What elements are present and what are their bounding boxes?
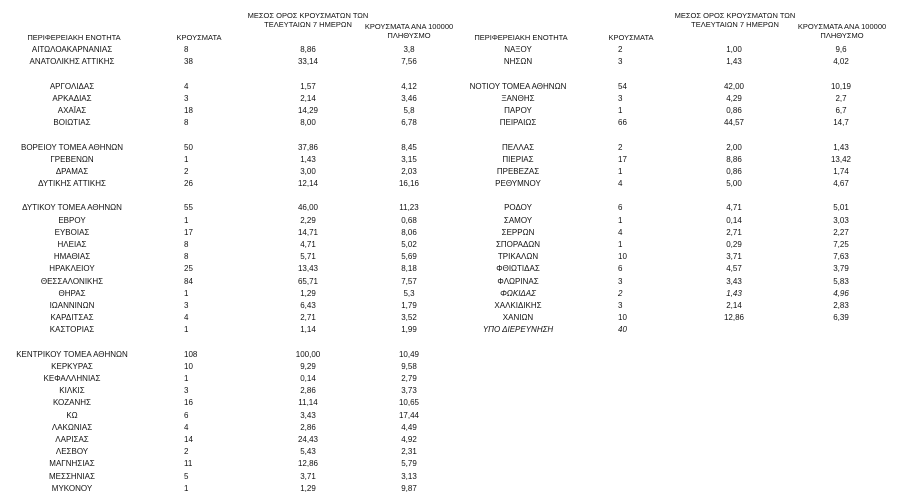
average-cell: 5,43 — [300, 447, 316, 457]
region-cell: ΦΘΙΩΤΙΔΑΣ — [496, 264, 540, 274]
region-cell: ΘΗΡΑΣ — [58, 288, 86, 298]
per-100k-cell: 4,12 — [401, 81, 417, 91]
cases-cell: 3 — [618, 93, 623, 103]
region-cell: ΑΝΑΤΟΛΙΚΗΣ ΑΤΤΙΚΗΣ — [29, 57, 115, 67]
region-cell: ΝΗΣΩΝ — [503, 57, 533, 67]
region-cell: ΗΛΕΙΑΣ — [57, 240, 87, 249]
cases-cell: 54 — [618, 81, 627, 91]
per-100k-cell: 7,56 — [401, 57, 417, 67]
cases-cell: 6 — [618, 264, 623, 274]
cases-cell: 4 — [184, 422, 189, 432]
region-cell: ΑΡΚΑΔΙΑΣ — [52, 93, 92, 103]
cases-cell: 4 — [184, 313, 189, 323]
average-cell: 2,86 — [300, 386, 316, 396]
average-cell: 1,57 — [300, 81, 316, 91]
header-region: ΠΕΡΙΦΕΡΕΙΑΚΗ ΕΝΟΤΗΤΑ — [474, 33, 568, 42]
region-cell: ΑΙΤΩΛΟΑΚΑΡΝΑΝΙΑΣ — [31, 45, 113, 54]
per-100k-cell: 1,99 — [401, 325, 417, 335]
cases-cell: 1 — [184, 374, 189, 384]
average-cell: 0,29 — [726, 240, 742, 249]
average-cell: 12,86 — [723, 313, 745, 323]
region-cell: ΠΡΕΒΕΖΑΣ — [496, 166, 540, 176]
region-cell: ΔΥΤΙΚΗΣ ΑΤΤΙΚΗΣ — [38, 179, 106, 189]
region-cell: ΠΕΙΡΑΙΩΣ — [499, 118, 537, 128]
per-100k-cell: 5,3 — [403, 288, 415, 298]
region-cell: ΣΑΜΟΥ — [503, 215, 533, 225]
cases-cell: 55 — [184, 203, 193, 213]
region-cell: ΑΡΓΟΛΙΔΑΣ — [49, 81, 95, 91]
per-100k-cell: 5,69 — [401, 252, 417, 262]
per-100k-cell: 1,79 — [401, 300, 417, 310]
region-cell: ΣΠΟΡΑΔΩΝ — [495, 240, 541, 249]
per-100k-cell: 6,78 — [401, 118, 417, 128]
cases-cell: 1 — [184, 154, 189, 164]
per-100k-cell: 4,67 — [833, 179, 849, 189]
average-cell: 42,00 — [723, 81, 745, 91]
average-cell: 1,14 — [300, 325, 316, 335]
region-cell: ΜΑΓΝΗΣΙΑΣ — [49, 459, 95, 469]
region-cell: ΡΕΘΥΜΝΟΥ — [495, 179, 541, 189]
average-cell: 14,71 — [297, 227, 319, 237]
average-cell: 8,00 — [300, 118, 316, 128]
region-cell: ΛΑΡΙΣΑΣ — [55, 435, 89, 444]
per-100k-cell: 3,79 — [833, 264, 849, 274]
per-100k-cell: 5,8 — [403, 105, 415, 115]
region-cell: ΚΕΝΤΡΙΚΟΥ ΤΟΜΕΑ ΑΘΗΝΩΝ — [16, 349, 128, 359]
average-cell: 2,71 — [300, 313, 316, 323]
per-100k-cell: 4,96 — [833, 288, 849, 298]
cases-cell: 1 — [618, 240, 623, 249]
cases-cell: 1 — [184, 288, 189, 298]
per-100k-cell: 17,44 — [398, 410, 420, 420]
per-100k-cell: 6,7 — [835, 105, 847, 115]
per-100k-cell: 8,06 — [401, 227, 417, 237]
region-cell: ΕΒΡΟΥ — [58, 215, 86, 225]
region-cell: ΠΕΛΛΑΣ — [501, 142, 535, 152]
average-cell: 100,00 — [295, 349, 321, 359]
cases-cell: 2 — [618, 142, 623, 152]
average-cell: 4,71 — [300, 240, 316, 249]
average-cell: 11,14 — [298, 398, 318, 408]
region-cell: ΜΕΣΣΗΝΙΑΣ — [49, 471, 95, 481]
per-100k-cell: 3,73 — [401, 386, 417, 396]
header-7day-average: ΜΕΣΟΣ ΟΡΟΣ ΚΡΟΥΣΜΑΤΩΝ ΤΩΝ ΤΕΛΕΥΤΑΙΩΝ 7 ΗΜΕΡΩΝ — [674, 11, 796, 29]
region-cell: ΒΟΙΩΤΙΑΣ — [53, 118, 91, 128]
region-cell: ΒΟΡΕΙΟΥ ΤΟΜΕΑ ΑΘΗΝΩΝ — [20, 142, 124, 152]
region-cell: ΥΠΟ ΔΙΕΡΕΥΝΗΣΗ — [482, 325, 554, 335]
region-cell: ΧΑΝΙΩΝ — [502, 313, 534, 323]
per-100k-cell: 16,16 — [398, 179, 420, 189]
per-100k-cell: 10,65 — [398, 398, 420, 408]
per-100k-cell: 3,15 — [401, 154, 417, 164]
per-100k-cell: 5,79 — [401, 459, 417, 469]
average-cell: 8,86 — [300, 45, 316, 54]
region-cell: ΚΑΣΤΟΡΙΑΣ — [49, 325, 95, 335]
header-region: ΠΕΡΙΦΕΡΕΙΑΚΗ ΕΝΟΤΗΤΑ — [27, 33, 121, 42]
per-100k-cell: 4,92 — [401, 435, 417, 444]
region-cell: ΔΡΑΜΑΣ — [55, 166, 89, 176]
region-cell: ΠΑΡΟΥ — [504, 105, 532, 115]
per-100k-cell: 8,18 — [401, 264, 417, 274]
cases-cell: 8 — [184, 118, 189, 128]
per-100k-cell: 3,03 — [833, 215, 849, 225]
region-cell: ΡΟΔΟΥ — [504, 203, 532, 213]
cases-cell: 17 — [184, 227, 193, 237]
average-cell: 0,86 — [726, 166, 742, 176]
cases-cell: 16 — [184, 398, 193, 408]
region-cell: ΕΥΒΟΙΑΣ — [54, 227, 90, 237]
cases-cell: 3 — [184, 93, 189, 103]
per-100k-cell: 10,49 — [398, 349, 420, 359]
per-100k-cell: 10,19 — [830, 81, 852, 91]
cases-cell: 10 — [184, 361, 193, 371]
average-cell: 37,86 — [297, 142, 319, 152]
per-100k-cell: 3,13 — [401, 471, 417, 481]
average-cell: 3,00 — [300, 166, 316, 176]
cases-cell: 4 — [618, 227, 623, 237]
average-cell: 5,00 — [726, 179, 742, 189]
per-100k-cell: 13,42 — [830, 154, 852, 164]
region-cell: ΑΧΑΪΑΣ — [57, 105, 87, 115]
average-cell: 0,14 — [300, 374, 316, 384]
cases-cell: 4 — [184, 81, 189, 91]
region-cell: ΦΩΚΙΔΑΣ — [500, 288, 536, 298]
cases-cell: 6 — [618, 203, 623, 213]
average-cell: 13,43 — [297, 264, 319, 274]
per-100k-cell: 8,45 — [401, 142, 417, 152]
average-cell: 65,71 — [297, 276, 319, 286]
cases-cell: 3 — [618, 276, 623, 286]
cases-cell: 40 — [618, 325, 627, 335]
cases-cell: 3 — [184, 300, 189, 310]
region-cell: ΝΑΞΟΥ — [504, 45, 532, 54]
region-cell: ΤΡΙΚΑΛΩΝ — [497, 252, 539, 262]
per-100k-cell: 2,31 — [401, 447, 417, 457]
cases-cell: 84 — [184, 276, 193, 286]
per-100k-cell: 4,02 — [833, 57, 849, 67]
region-cell: ΚΑΡΔΙΤΣΑΣ — [50, 313, 94, 323]
cases-cell: 2 — [184, 166, 189, 176]
header-cases: ΚΡΟΥΣΜΑΤΑ — [608, 33, 654, 42]
region-cell: ΙΩΑΝΝΙΝΩΝ — [49, 300, 95, 310]
region-cell: ΠΙΕΡΙΑΣ — [502, 154, 534, 164]
average-cell: 1,43 — [300, 154, 316, 164]
average-cell: 1,43 — [726, 288, 742, 298]
average-cell: 5,71 — [300, 252, 316, 262]
per-100k-cell: 5,83 — [833, 276, 849, 286]
header-cases: ΚΡΟΥΣΜΑΤΑ — [176, 33, 222, 42]
cases-cell: 14 — [184, 435, 193, 444]
average-cell: 4,29 — [726, 93, 742, 103]
cases-cell: 10 — [618, 313, 627, 323]
region-cell: ΘΕΣΣΑΛΟΝΙΚΗΣ — [40, 276, 104, 286]
header-cases-per-100k: ΚΡΟΥΣΜΑΤΑ ΑΝΑ 100000 ΠΛΗΘΥΣΜΟ — [364, 22, 454, 40]
cases-cell: 1 — [184, 325, 189, 335]
average-cell: 2,14 — [726, 300, 742, 310]
cases-cell: 8 — [184, 45, 189, 54]
average-cell: 2,00 — [726, 142, 742, 152]
average-cell: 3,71 — [300, 471, 316, 481]
region-cell: ΚΟΖΑΝΗΣ — [52, 398, 92, 408]
cases-cell: 2 — [184, 447, 189, 457]
per-100k-cell: 5,01 — [833, 203, 849, 213]
cases-cell: 11 — [184, 459, 193, 469]
region-cell: ΗΜΑΘΙΑΣ — [53, 252, 91, 262]
region-cell: ΞΑΝΘΗΣ — [501, 93, 535, 103]
per-100k-cell: 9,87 — [401, 483, 417, 493]
region-cell: ΛΕΣΒΟΥ — [55, 447, 89, 457]
average-cell: 2,14 — [300, 93, 316, 103]
per-100k-cell: 2,7 — [835, 93, 847, 103]
average-cell: 1,29 — [300, 483, 316, 493]
region-cell: ΝΟΤΙΟΥ ΤΟΜΕΑ ΑΘΗΝΩΝ — [469, 81, 567, 91]
per-100k-cell: 1,43 — [833, 142, 849, 152]
cases-cell: 8 — [184, 252, 189, 262]
average-cell: 8,86 — [726, 154, 742, 164]
cases-cell: 50 — [184, 142, 193, 152]
average-cell: 2,86 — [300, 422, 316, 432]
average-cell: 24,43 — [297, 435, 319, 444]
per-100k-cell: 2,79 — [401, 374, 417, 384]
region-cell: ΧΑΛΚΙΔΙΚΗΣ — [494, 300, 542, 310]
average-cell: 14,29 — [297, 105, 319, 115]
cases-cell: 108 — [184, 349, 198, 359]
average-cell: 4,57 — [726, 264, 742, 274]
region-cell: ΗΡΑΚΛΕΙΟΥ — [49, 264, 95, 274]
cases-cell: 26 — [184, 179, 193, 189]
cases-cell: 1 — [618, 215, 623, 225]
average-cell: 12,86 — [297, 459, 319, 469]
region-cell: ΛΑΚΩΝΙΑΣ — [51, 422, 93, 432]
cases-cell: 3 — [618, 57, 623, 67]
region-cell: ΜΥΚΟΝΟΥ — [51, 483, 93, 493]
average-cell: 46,00 — [297, 203, 319, 213]
average-cell: 0,86 — [726, 105, 742, 115]
per-100k-cell: 6,39 — [833, 313, 849, 323]
cases-cell: 1 — [618, 105, 623, 115]
average-cell: 3,71 — [726, 252, 742, 262]
average-cell: 33,14 — [297, 57, 319, 67]
region-cell: ΓΡΕΒΕΝΩΝ — [50, 154, 94, 164]
average-cell: 1,29 — [300, 288, 316, 298]
per-100k-cell: 7,57 — [401, 276, 417, 286]
cases-cell: 3 — [184, 386, 189, 396]
cases-cell: 2 — [618, 288, 623, 298]
average-cell: 2,29 — [300, 215, 316, 225]
average-cell: 3,43 — [726, 276, 742, 286]
per-100k-cell: 3,52 — [401, 313, 417, 323]
per-100k-cell: 2,83 — [833, 300, 849, 310]
cases-cell: 10 — [618, 252, 627, 262]
average-cell: 3,43 — [300, 410, 316, 420]
cases-cell: 6 — [184, 410, 189, 420]
per-100k-cell: 14,7 — [833, 118, 849, 128]
average-cell: 44,57 — [723, 118, 745, 128]
average-cell: 0,14 — [726, 215, 742, 225]
per-100k-cell: 9,6 — [835, 45, 847, 54]
average-cell: 4,71 — [726, 203, 742, 213]
cases-cell: 4 — [618, 179, 623, 189]
per-100k-cell: 5,02 — [401, 240, 417, 249]
cases-cell: 17 — [618, 154, 627, 164]
average-cell: 9,29 — [300, 361, 316, 371]
per-100k-cell: 4,49 — [401, 422, 417, 432]
cases-cell: 2 — [618, 45, 623, 54]
per-100k-cell: 3,8 — [403, 45, 415, 54]
region-cell: ΚΕΡΚΥΡΑΣ — [51, 361, 93, 371]
cases-cell: 5 — [184, 471, 189, 481]
per-100k-cell: 11,23 — [399, 203, 419, 213]
average-cell: 1,43 — [726, 57, 742, 67]
header-7day-average: ΜΕΣΟΣ ΟΡΟΣ ΚΡΟΥΣΜΑΤΩΝ ΤΩΝ ΤΕΛΕΥΤΑΙΩΝ 7 ΗΜΕΡΩΝ — [247, 11, 369, 29]
per-100k-cell: 3,46 — [401, 93, 417, 103]
per-100k-cell: 7,63 — [833, 252, 849, 262]
region-cell: ΚΕΦΑΛΛΗΝΙΑΣ — [43, 374, 101, 384]
average-cell: 12,14 — [297, 179, 319, 189]
header-cases-per-100k: ΚΡΟΥΣΜΑΤΑ ΑΝΑ 100000 ΠΛΗΘΥΣΜΟ — [797, 22, 887, 40]
average-cell: 6,43 — [300, 300, 316, 310]
per-100k-cell: 2,03 — [401, 166, 417, 176]
region-cell: ΚΩ — [66, 410, 78, 420]
region-cell: ΣΕΡΡΩΝ — [501, 227, 535, 237]
region-cell: ΚΙΛΚΙΣ — [59, 386, 85, 396]
cases-cell: 1 — [184, 483, 189, 493]
cases-cell: 1 — [184, 215, 189, 225]
cases-cell: 8 — [184, 240, 189, 249]
per-100k-cell: 1,74 — [833, 166, 849, 176]
per-100k-cell: 2,27 — [833, 227, 849, 237]
cases-cell: 25 — [184, 264, 193, 274]
cases-cell: 38 — [184, 57, 193, 67]
cases-cell: 3 — [618, 300, 623, 310]
per-100k-cell: 9,58 — [401, 361, 417, 371]
per-100k-cell: 7,25 — [833, 240, 849, 249]
average-cell: 1,00 — [726, 45, 742, 54]
region-cell: ΔΥΤΙΚΟΥ ΤΟΜΕΑ ΑΘΗΝΩΝ — [22, 203, 122, 213]
average-cell: 2,71 — [726, 227, 742, 237]
region-cell: ΦΛΩΡΙΝΑΣ — [497, 276, 539, 286]
per-100k-cell: 0,68 — [401, 215, 417, 225]
cases-cell: 66 — [618, 118, 627, 128]
cases-cell: 1 — [618, 166, 623, 176]
cases-cell: 18 — [184, 105, 193, 115]
